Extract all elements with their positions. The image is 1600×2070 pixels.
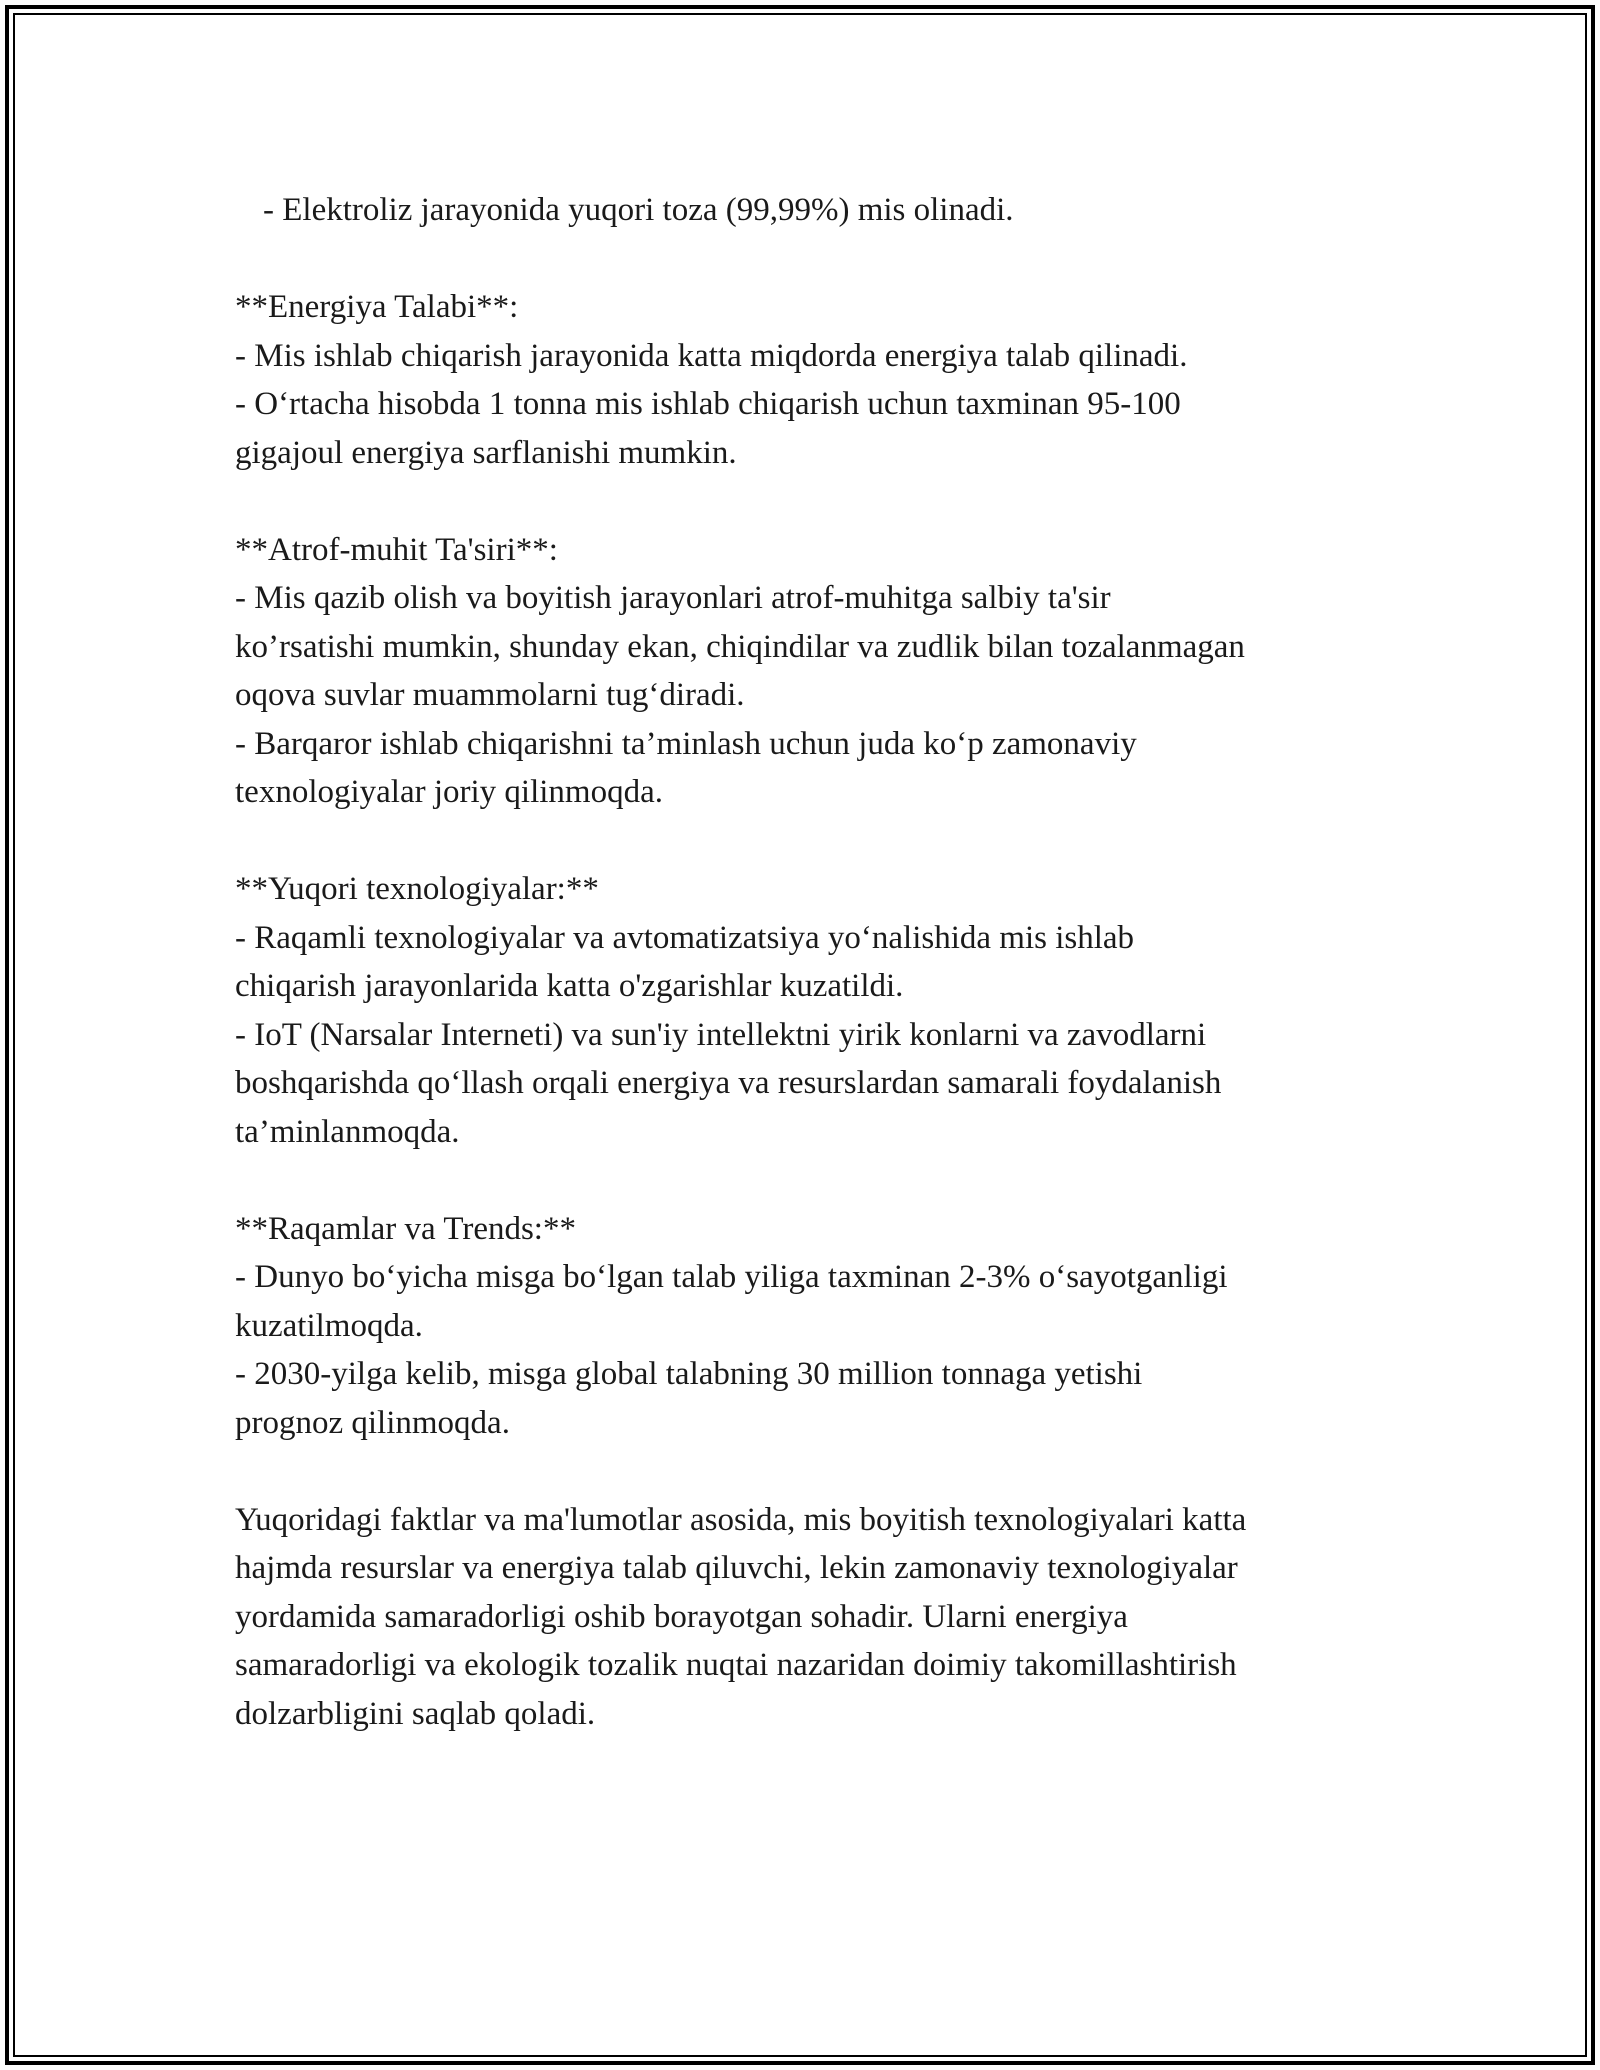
section-line: - O‘rtacha hisobda 1 tonna mis ishlab chiqarish uchun taxminan 95-100 [235,386,1181,422]
section-line: - 2030-yilga kelib, misga global talabning 30 million tonnaga yetishi [235,1356,1143,1392]
conclusion-line: samaradorligi va ekologik tozalik nuqtai nazaridan doimiy takomillashtirish [235,1647,1237,1683]
section-technology [235,865,1395,1156]
section-line: boshqarishda qo‘llash orqali energiya va resurslardan samarali foydalanish [235,1065,1222,1101]
section-heading: **Energiya Talabi**: [235,289,519,325]
section-line: gigajoul energiya sarflanishi mumkin. [235,434,737,471]
section-line: - IoT (Narsalar Interneti) va sun'iy intellektni yirik konlarni va zavodlarni [235,1016,1207,1053]
conclusion-paragraph [235,1496,1395,1739]
section-line: - Mis qazib olish va boyitish jarayonlari atrof-muhitga salbiy ta'sir [235,580,1111,616]
section-energy [235,283,1395,477]
conclusion-line: hajmda resurslar va energiya talab qiluvchi, lekin zamonaviy texnologiyalar [235,1550,1238,1586]
section-heading: **Raqamlar va Trends:** [235,1210,576,1247]
section-line: ko’rsatishi mumkin, shunday ekan, chiqindilar va zudlik bilan tozalanmagan [235,628,1245,665]
section-line: kuzatilmoqda. [235,1307,423,1344]
section-heading: **Atrof-muhit Ta'siri**: [235,531,558,568]
section-line: chiqarish jarayonlarida katta o'zgarishlar kuzatildi. [235,968,904,1004]
paragraph-gap [235,477,1395,526]
intro-line: - Elektroliz jarayonida yuqori toza (99,99%) mis olinadi. [263,192,1014,228]
document-body [235,186,1395,1738]
section-heading: **Yuqori texnologiyalar:** [235,871,599,907]
conclusion-line: dolzarbligini saqlab qoladi. [235,1695,596,1732]
paragraph-gap [235,1156,1395,1205]
paragraph-gap [235,817,1395,866]
section-environment [235,526,1395,817]
section-line: oqova suvlar muammolarni tug‘diradi. [235,677,745,713]
section-line: texnologiyalar joriy qilinmoqda. [235,774,664,810]
section-line: prognoz qilinmoqda. [235,1404,510,1441]
section-line: - Mis ishlab chiqarish jarayonida katta miqdorda energiya talab qilinadi. [235,337,1188,374]
conclusion-line: yordamida samaradorligi oshib borayotgan sohadir. Ularni energiya [235,1598,1128,1635]
paragraph-gap [235,1447,1395,1496]
paragraph-gap [235,235,1395,284]
section-line: - Dunyo bo‘yicha misga bo‘lgan talab yiliga taxminan 2-3% o‘sayotganligi [235,1259,1228,1295]
conclusion-line: Yuqoridagi faktlar va ma'lumotlar asosida, mis boyitish texnologiyalari katta [235,1501,1247,1538]
section-line: - Raqamli texnologiyalar va avtomatizatsiya yo‘nalishida mis ishlab [235,919,1135,956]
section-line: ta’minlanmoqda. [235,1113,460,1150]
section-trends [235,1205,1395,1448]
section-line: - Barqaror ishlab chiqarishni ta’minlash uchun juda ko‘p zamonaviy [235,725,1137,762]
